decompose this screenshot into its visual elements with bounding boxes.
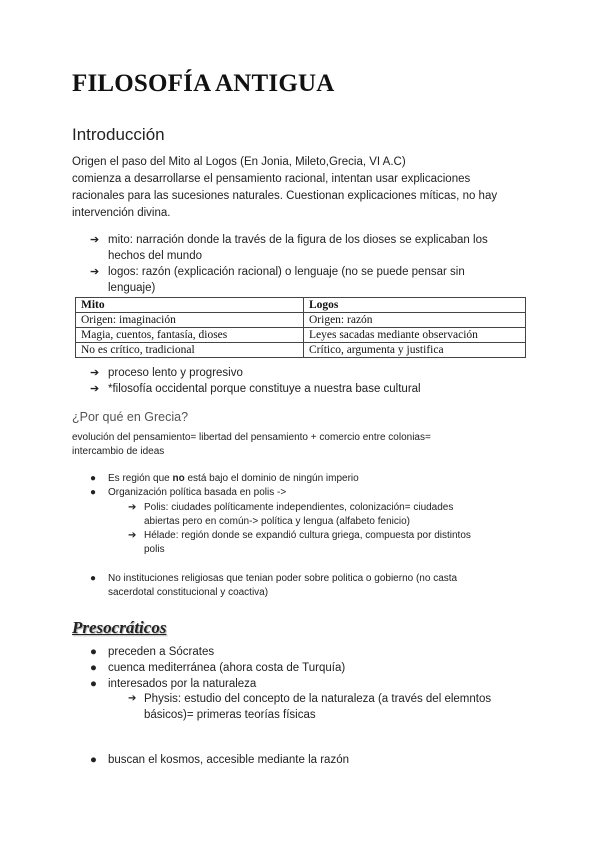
table-header: Mito — [76, 298, 304, 313]
arrow-icon: ➔ — [128, 530, 137, 541]
mito-logos-table — [75, 297, 526, 358]
table-header-row — [76, 298, 526, 313]
bullet-icon: ● — [90, 754, 97, 766]
list-item-text: Polis: ciudades políticamente independientes, colonización= ciudades — [144, 502, 454, 513]
list-item-text: hechos del mundo — [108, 250, 202, 262]
list-item-text: polis — [144, 544, 165, 555]
table-cell: Magia, cuentos, fantasía, dioses — [76, 328, 304, 343]
list-item-text: No instituciones religiosas que tenian poder sobre politica o gobierno (no casta — [108, 573, 458, 584]
list-item-text: proceso lento y progresivo — [108, 367, 243, 379]
bullet-icon: ● — [90, 646, 97, 658]
presocraticos-heading: Presocráticos — [72, 618, 167, 637]
list-item-text: mito: narración donde la través de la figura de los dioses se explicaban los — [108, 234, 488, 246]
table-row — [76, 313, 526, 328]
list-item-text: abiertas pero en común-> política y lengua (alfabeto fenicio) — [144, 516, 410, 527]
grecia-line: intercambio de ideas — [72, 446, 165, 457]
list-item — [90, 752, 540, 768]
list-item-text: Organización política basada en polis -> — [108, 487, 287, 498]
table-cell: No es crítico, tradicional — [76, 343, 304, 358]
grecia-bullet-list — [90, 472, 540, 500]
list-item-text: preceden a Sócrates — [108, 646, 215, 658]
intro-heading: Introducción — [72, 125, 165, 144]
polis-sub-list — [128, 501, 548, 557]
list-item-text: logos: razón (explicación racional) o lenguaje (no se puede pensar sin — [108, 266, 465, 278]
list-item — [90, 365, 530, 381]
bullet-icon: ● — [90, 487, 97, 498]
sub-list-item — [128, 529, 548, 557]
arrow-icon: ➔ — [128, 693, 137, 704]
intro-line: intervención divina. — [72, 207, 171, 219]
list-item-logos — [90, 264, 530, 296]
arrow-icon: ➔ — [90, 234, 100, 246]
list-item-text: sacerdotal constitucional y coactiva) — [108, 587, 269, 598]
table-cell: Crítico, argumenta y justifica — [304, 343, 526, 358]
after-table-list — [90, 365, 530, 397]
arrow-icon: ➔ — [90, 383, 100, 395]
list-item-mito — [90, 232, 530, 264]
list-item-text: Es región que — [108, 473, 173, 484]
list-item-text: buscan el kosmos, accesible mediante la razón — [108, 754, 349, 766]
list-item-text: cuenca mediterránea (ahora costa de Turquía) — [108, 662, 346, 674]
list-item-text: Physis: estudio del concepto de la naturaleza (a través del elemntos — [144, 693, 492, 705]
table-row — [76, 343, 526, 358]
table-cell: Origen: razón — [304, 313, 526, 328]
list-item — [90, 660, 540, 676]
list-item-text: interesados por la naturaleza — [108, 678, 257, 690]
presocraticos-list — [90, 644, 540, 692]
table-cell: Origen: imaginación — [76, 313, 304, 328]
emphasis-text: no — [172, 473, 185, 484]
intro-line: racionales para las sucesiones naturales. Cuestionan explicaciones míticas, no hay — [72, 190, 498, 202]
mito-logos-list — [90, 232, 530, 296]
grecia-paragraph — [72, 431, 532, 459]
arrow-icon: ➔ — [90, 367, 100, 379]
arrow-icon: ➔ — [90, 266, 100, 278]
list-item — [90, 472, 540, 486]
bullet-icon: ● — [90, 678, 97, 690]
sub-list-item — [128, 691, 548, 723]
list-item-text: Hélade: región donde se expandió cultura griega, compuesta por distintos — [144, 530, 471, 541]
arrow-icon: ➔ — [128, 502, 137, 513]
intro-line: comienza a desarrollarse el pensamiento racional, intentan usar explicaciones — [72, 173, 471, 185]
list-item — [90, 486, 540, 500]
physis-sub-list — [128, 691, 548, 723]
intro-line: Origen el paso del Mito al Logos (En Jonia, Mileto,Grecia, VI A.C) — [72, 156, 406, 168]
list-item — [90, 572, 540, 600]
table-header: Logos — [304, 298, 526, 313]
list-item — [90, 644, 540, 660]
list-item-text: *filosofía occidental porque constituye a nuestra base cultural — [108, 383, 421, 395]
religion-bullet-list — [90, 572, 540, 600]
list-item — [90, 381, 530, 397]
list-item-text: básicos)= primeras teorías físicas — [144, 709, 316, 721]
bullet-icon: ● — [90, 473, 97, 484]
list-item — [90, 676, 540, 692]
list-item-text: está bajo el dominio de ningún imperio — [184, 473, 359, 484]
bullet-icon: ● — [90, 573, 97, 584]
page-title: FILOSOFÍA ANTIGUA — [72, 70, 335, 97]
kosmos-list — [90, 752, 540, 768]
table-row — [76, 328, 526, 343]
table-cell: Leyes sacadas mediante observación — [304, 328, 526, 343]
grecia-heading: ¿Por qué en Grecia? — [72, 410, 189, 424]
bullet-icon: ● — [90, 662, 97, 674]
grecia-line: evolución del pensamiento= libertad del pensamiento + comercio entre colonias= — [72, 432, 431, 443]
list-item-text: lenguaje) — [108, 282, 156, 294]
sub-list-item — [128, 501, 548, 529]
intro-paragraph — [72, 154, 532, 222]
